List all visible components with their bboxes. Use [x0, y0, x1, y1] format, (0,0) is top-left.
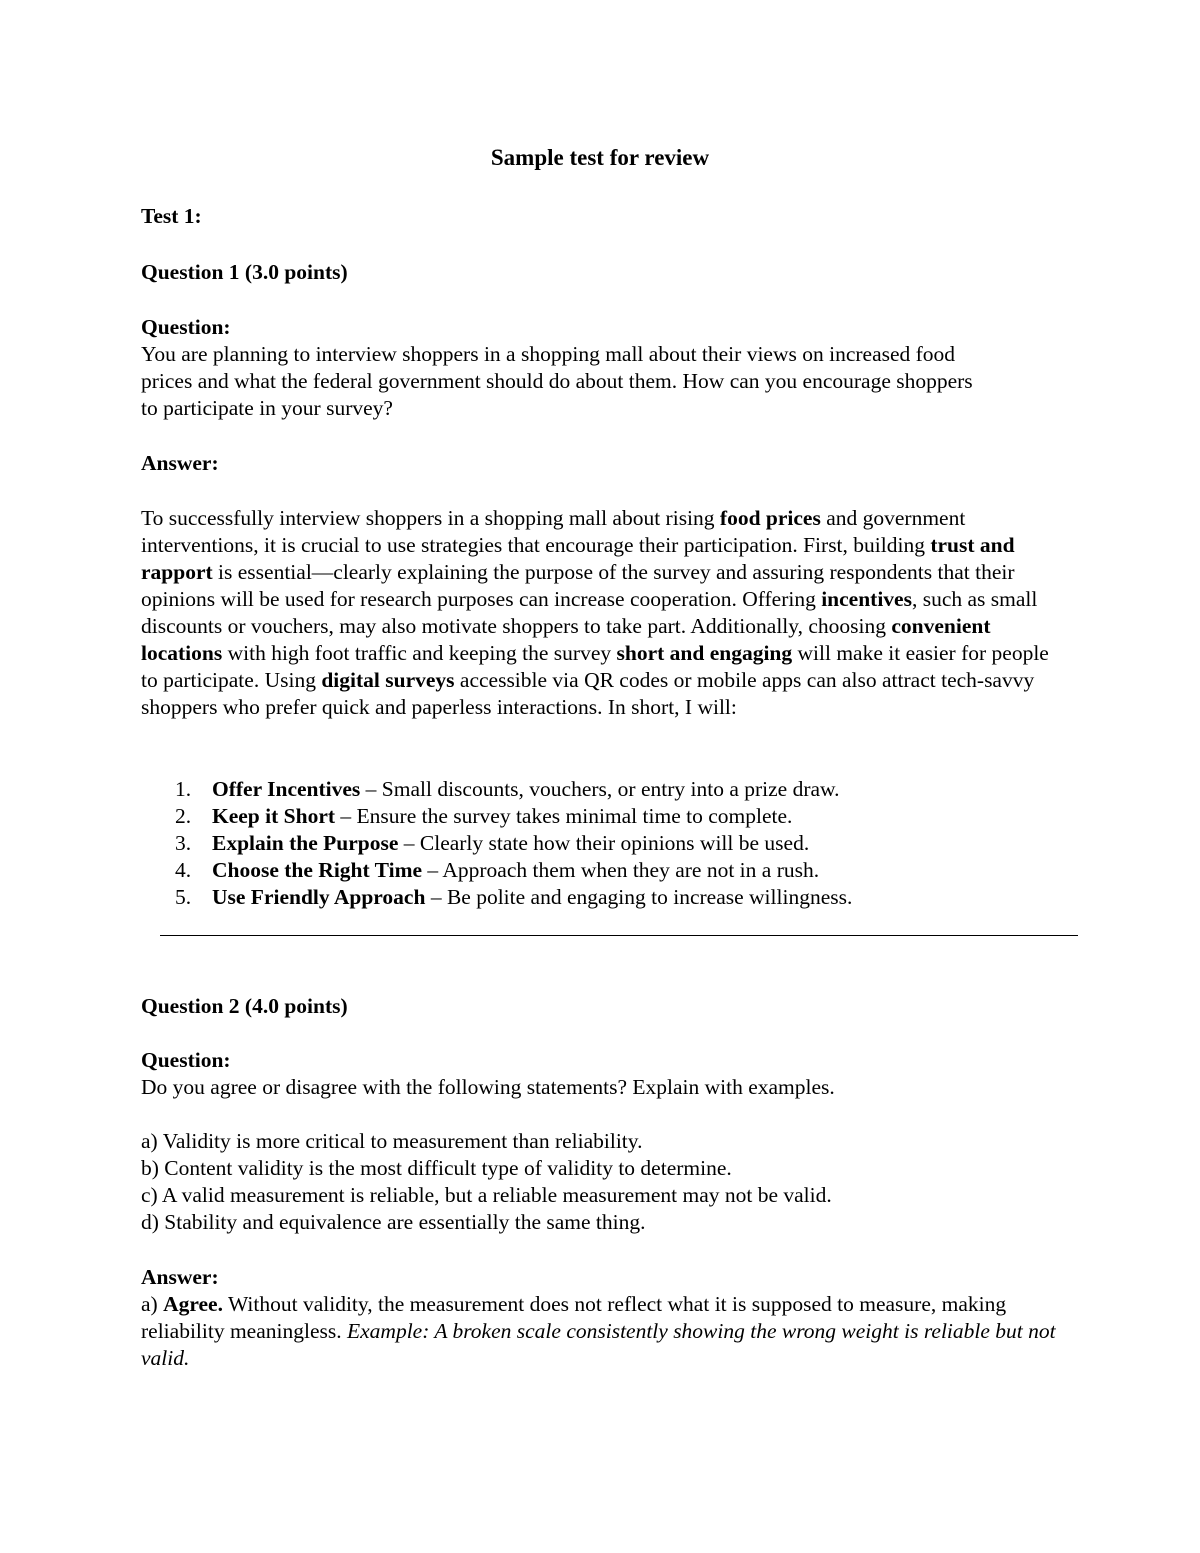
list-item-description: – Be polite and engaging to increase willingness.	[425, 885, 853, 909]
question-1-line: prices and what the federal government should do about them. How can you encourage shoppers	[141, 369, 973, 393]
statement-item: d) Stability and equivalence are essentially the same thing.	[141, 1210, 646, 1234]
list-number: 1.	[175, 777, 192, 801]
statement-item: b) Content validity is the most difficult type of validity to determine.	[141, 1156, 732, 1180]
answer-1-label: Answer:	[141, 451, 219, 475]
text-run: and government interventions, it is crucial to use strategies that encourage their participation. First, building	[141, 506, 966, 557]
list-number: 2.	[175, 804, 192, 828]
test-heading: Test 1:	[141, 204, 202, 228]
question-1-line: You are planning to interview shoppers in a shopping mall about their views on increased food	[141, 342, 956, 366]
text-run: Without validity, the measurement does not reflect what it is supposed to measure, making reliability meaningless.	[141, 1292, 1007, 1343]
text-run: will make it easier for people to participate. Using	[141, 641, 1049, 692]
answer-2-paragraph	[141, 1291, 1059, 1372]
list-item-title: Choose the Right Time	[212, 858, 423, 882]
list-item-title: Use Friendly Approach	[212, 885, 426, 909]
list-item-description: – Small discounts, vouchers, or entry into a prize draw.	[360, 777, 840, 801]
list-number: 5.	[175, 885, 192, 909]
statement-item: c) A valid measurement is reliable, but a reliable measurement may not be valid.	[141, 1183, 832, 1207]
answer-1-list	[141, 776, 1071, 911]
answer-2-text	[141, 1291, 1059, 1372]
question-2-label: Question:	[141, 1048, 231, 1072]
document-title: Sample test for review	[490, 145, 710, 170]
bold-term: short and engaging	[616, 641, 793, 665]
list-number: 4.	[175, 858, 192, 882]
question-2-heading: Question 2 (4.0 points)	[141, 994, 348, 1018]
list-item	[141, 803, 1071, 830]
list-item-title: Keep it Short	[212, 804, 336, 828]
answer-2-label: Answer:	[141, 1265, 219, 1289]
list-number: 3.	[175, 831, 192, 855]
list-item-title: Offer Incentives	[212, 777, 361, 801]
text-run: , such as small discounts or vouchers, may also motivate shoppers to take part. Additionally, choosing	[141, 587, 1038, 638]
list-item	[141, 884, 1071, 911]
text-run: accessible via QR codes or mobile apps can also attract tech-savvy shoppers who prefer quick and paperless interactions. In short, I will:	[141, 668, 1035, 719]
statement-item: a) Validity is more critical to measurement than reliability.	[141, 1129, 643, 1153]
list-item	[141, 830, 1071, 857]
question-1-text	[141, 341, 1071, 422]
question-2-text: Do you agree or disagree with the following statements? Explain with examples.	[141, 1075, 835, 1099]
list-item	[141, 776, 1071, 803]
question-1-heading: Question 1 (3.0 points)	[141, 260, 348, 284]
italic-example: Example: A broken scale consistently showing the wrong weight is reliable but not valid.	[141, 1319, 1056, 1370]
question-1-line: to participate in your survey?	[141, 396, 393, 420]
answer-1-paragraph	[141, 505, 1059, 721]
text-run: a)	[141, 1292, 164, 1316]
question-1-label: Question:	[141, 315, 231, 339]
bold-term: trust and rapport	[141, 533, 1015, 584]
bold-term: digital surveys	[321, 668, 455, 692]
list-item-description: – Clearly state how their opinions will be used.	[398, 831, 810, 855]
list-item	[141, 857, 1071, 884]
bold-term: food prices	[719, 506, 821, 530]
text-run: is essential—clearly explaining the purpose of the survey and assuring respondents that their opinions will be used for research purposes can increase cooperation. Offering	[141, 560, 1015, 611]
list-item-description: – Approach them when they are not in a rush.	[422, 858, 820, 882]
text-run: with high foot traffic and keeping the survey	[222, 641, 617, 665]
list-item-description: – Ensure the survey takes minimal time to complete.	[335, 804, 793, 828]
bold-term: incentives	[821, 587, 912, 611]
section-divider	[160, 935, 1078, 936]
answer-1-text	[141, 505, 1059, 721]
text-run: To successfully interview shoppers in a shopping mall about rising	[141, 506, 720, 530]
bold-term: Agree.	[163, 1292, 223, 1316]
bold-term: convenient locations	[141, 614, 991, 665]
list-item-title: Explain the Purpose	[212, 831, 399, 855]
question-2-statements	[141, 1128, 1071, 1236]
